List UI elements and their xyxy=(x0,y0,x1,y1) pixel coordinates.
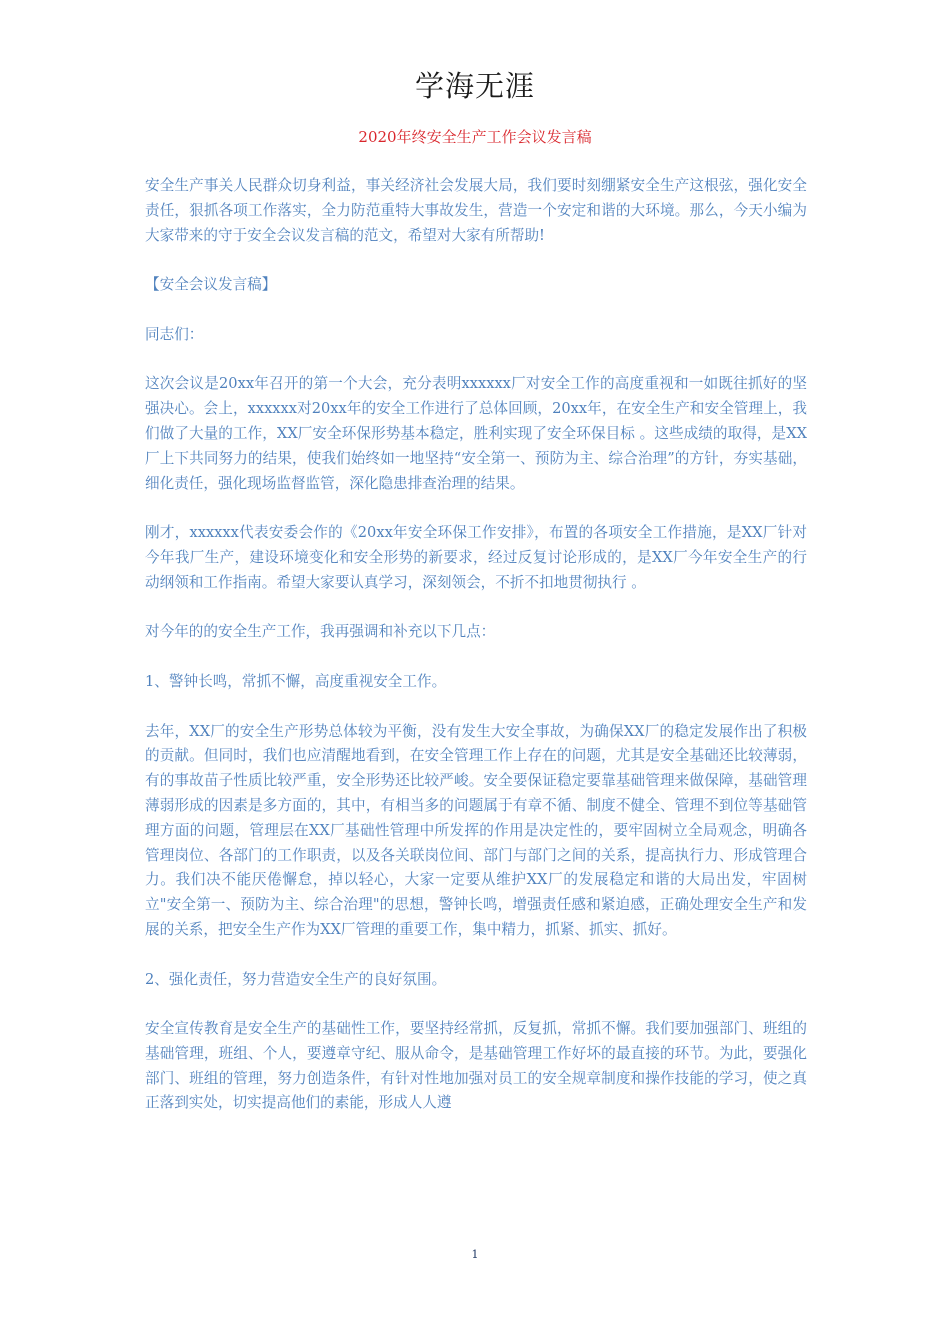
paragraph-point-2-body: 安全宣传教育是安全生产的基础性工作，要坚持经常抓，反复抓，常抓不懈。我们要加强部门、班组的基础管理，班组、个人，要遵章守纪、服从命令，是基础管理工作好坏的最直接的环节。为此，要强化部门、班组的管理，努力创造条件，有针对性地加强对员工的安全规章制度和操作技能的学习，使之真正落到实处，切实提高他们的素能，形成人人遵 xyxy=(145,1020,807,1112)
document-title: 2020年终安全生产工作会议发言稿 xyxy=(358,128,592,146)
paragraph-point-1-heading: 1、警钟长鸣，常抓不懈，高度重视安全工作。 xyxy=(145,672,447,690)
paragraph-work-arrangement: 刚才，xxxxxx代表安委会作的《20xx年安全环保工作安排》，布置的各项安全工作措施，是XX厂针对今年我厂生产，建设环境变化和安全形势的新要求，经过反复讨论形成的，是XX厂今年安全生产的行动纲领和工作指南。希望大家要认真学习，深刻领会，不折不扣地贯彻执行 。 xyxy=(145,524,807,591)
paragraph-point-2-heading: 2、强化责任，努力营造安全生产的良好氛围。 xyxy=(145,970,447,988)
paragraph-points-intro: 对今年的的安全生产工作，我再强调和补充以下几点： xyxy=(145,623,496,641)
paragraph-section-heading: 【安全会议发言稿】 xyxy=(145,276,277,294)
header-title: 学海无涯 xyxy=(414,69,535,103)
document-body xyxy=(145,174,807,1141)
paragraph-point-1-body: 去年，XX厂的安全生产形势总体较为平衡，没有发生大安全事故，为确保XX厂的稳定发展作出了积极的贡献。但同时，我们也应清醒地看到，在安全管理工作上存在的问题，尤其是安全基础还比较薄弱，有的事故苗子性质比较严重，安全形势还比较严峻。安全要保证稳定要靠基础管理来做保障，基础管理薄弱形成的因素是多方面的，其中，有相当多的问题属于有章不循、制度不健全、管理不到位等基础管理方面的问题，管理层在XX厂基础性管理中所发挥的作用是决定性的，要牢固树立全局观念，明确各管理岗位、各部门的工作职责，以及各关联岗位间、部门与部门之间的关系，提高执行力、形成管理合力。我们决不能厌倦懈怠，掉以轻心，大家一定要从维护XX厂的发展稳定和谐的大局出发，牢固树立"安全第一、预防为主、综合治理"的思想，警钟长鸣，增强责任感和紧迫感，正确处理安全生产和发展的关系，把安全生产作为XX厂管理的重要工作，集中精力，抓紧、抓实、抓好。 xyxy=(145,722,807,938)
paragraph-meeting-review: 这次会议是20xx年召开的第一个大会，充分表明xxxxxx厂对安全工作的高度重视和一如既往抓好的坚强决心。会上，xxxxxx对20xx年的安全工作进行了总体回顾，20xx年，在安全生产和安全管理上，我们做了大量的工作，XX厂安全环保形势基本稳定，胜利实现了安全环保目标 。这些成绩的取得，是XX厂上下共同努力的结果，使我们始终如一地坚持“安全第一、预防为主、综合治理”的方针，夯实基础，细化责任，强化现场监督监管，深化隐患排查治理的结果。 xyxy=(145,375,807,492)
paragraph-intro: 安全生产事关人民群众切身利益，事关经济社会发展大局，我们要时刻绷紧安全生产这根弦，强化安全责任，狠抓各项工作落实，全力防范重特大事故发生，营造一个安定和谐的大环境。那么，今天小编为大家带来的守于安全会议发言稿的范文，希望对大家有所帮助! xyxy=(145,177,807,244)
paragraph-salutation: 同志们： xyxy=(145,325,204,343)
page-number: 1 xyxy=(471,1248,479,1261)
